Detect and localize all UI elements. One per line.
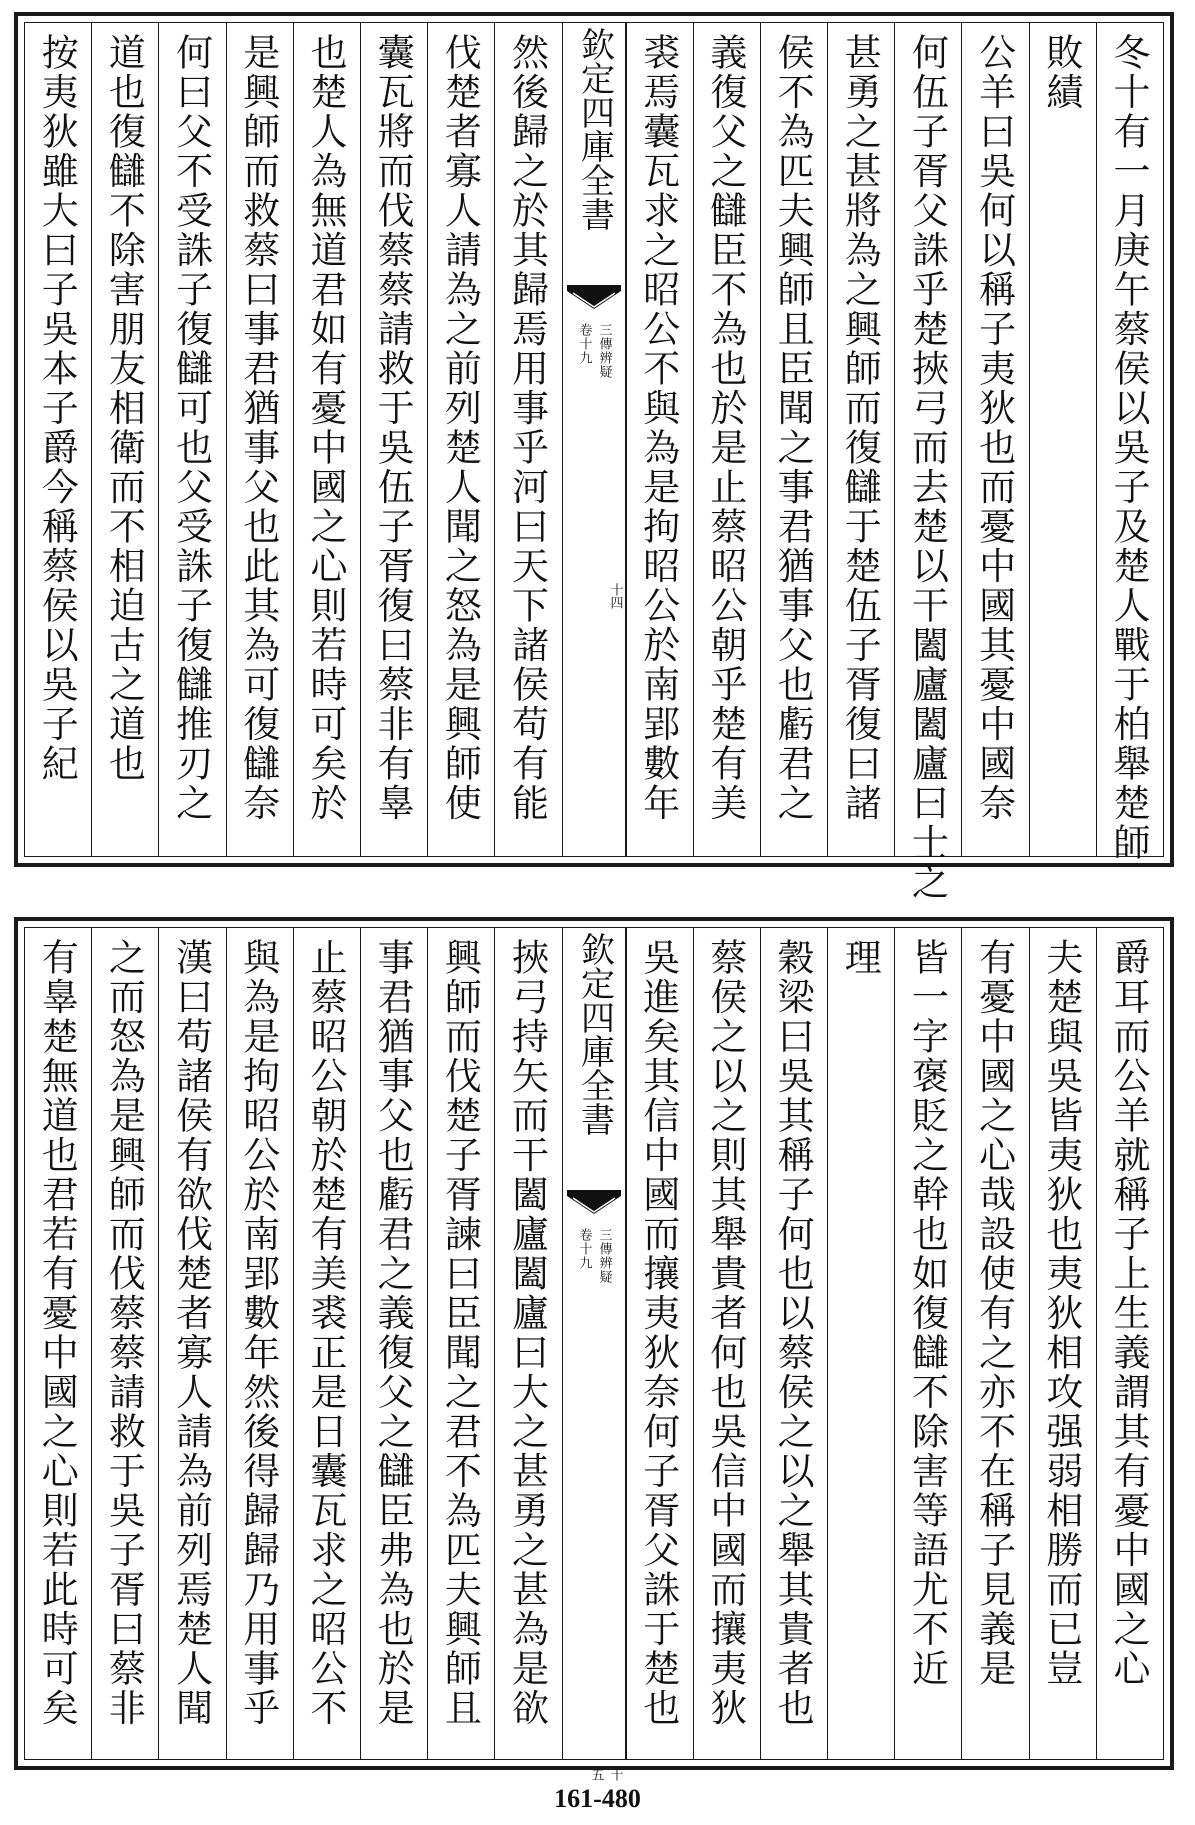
column-text: 伐楚者寡人請為之前列楚人聞之怒為是興師使 [438,33,482,823]
text-column [1029,23,1096,856]
section-title: 三傳辨疑 [596,323,612,379]
top-page [14,12,1174,902]
column-text: 道也復讎不除害朋友相衛而不相迫古之道也 [102,33,146,784]
column-text: 何曰父不受誅子復讎可也父受誅子復讎推刃之 [169,33,213,823]
column-text: 興師而伐楚子胥諫曰臣聞之君不為匹夫興師且 [438,938,482,1728]
column-text: 理 [838,938,882,978]
text-column [226,23,293,856]
text-column [158,23,225,856]
text-column [827,928,894,1759]
text-column [626,928,693,1759]
text-column [1096,928,1163,1759]
text-column [1029,928,1096,1759]
column-text: 裘焉囊瓦求之昭公不與為是拘昭公於南郢數年 [636,33,680,823]
text-column [961,23,1028,856]
text-column [25,23,91,856]
text-column [25,928,91,1759]
text-column [693,23,760,856]
column-text: 也楚人為無道君如有憂中國之心則若時可矣於 [303,33,347,823]
text-column [494,928,561,1759]
text-column [293,928,360,1759]
column-text: 按夷狄雖大曰子吳本子爵今稱蔡侯以吳子紀 [35,33,79,784]
column-text: 漢曰苟諸侯有欲伐楚者寡人請為前列焉楚人聞 [169,938,213,1728]
text-column [360,928,427,1759]
text-column [226,928,293,1759]
column-text: 囊瓦將而伐蔡蔡請救于吳伍子胥復曰蔡非有辠 [371,33,415,823]
book-title: 欽定四庫全書 [574,27,615,231]
text-column [894,928,961,1759]
bottom-page [14,917,1174,1781]
text-column [1096,23,1163,863]
column-text: 公羊曰吳何以稱子夷狄也而憂中國其憂中國奈 [972,33,1016,823]
column-text: 義復父之讎臣不為也於是止蔡昭公朝乎楚有美 [703,33,747,823]
book-title: 欽定四庫全書 [574,932,615,1136]
folio-number: 十五 [588,1768,623,1781]
folio-number: 十四 [607,583,623,609]
text-column [427,23,494,856]
text-column [91,23,158,856]
column-text: 皆一字褒貶之幹也如復讎不除害等語尤不近 [905,938,949,1689]
column-text: 夫楚與吳皆夷狄也夷狄相攻强弱相勝而已豈 [1039,938,1083,1689]
column-text: 與為是拘昭公於南郢數年然後得歸歸乃用事乎 [236,938,280,1728]
text-column [427,928,494,1759]
column-text: 事君猶事父也虧君之義復父之讎臣弗為也於是 [371,938,415,1728]
column-text: 止蔡昭公朝於楚有美裘正是日囊瓦求之昭公不 [303,938,347,1728]
fishtail-ornament [567,285,621,313]
column-text: 穀梁曰吳其稱子何也以蔡侯之以之舉其貴者也 [771,938,815,1728]
text-column [961,928,1028,1759]
text-column [494,23,561,856]
column-text: 爵耳而公羊就稱子上生義謂其有憂中國之心 [1107,938,1150,1689]
section-info [567,1228,621,1284]
section-info [567,323,621,379]
column-text: 蔡侯之以之則其舉貴者何也吳信中國而攘夷狄 [703,938,747,1728]
text-column [158,928,225,1759]
text-column [693,928,760,1759]
volume-label: 卷十九 [576,1228,592,1270]
center-fold-column [562,23,626,856]
text-column [827,23,894,856]
section-title: 三傳辨疑 [596,1228,612,1284]
text-column [760,928,827,1759]
page-number: 161-480 [554,1784,641,1813]
center-fold-column [562,928,626,1781]
text-column [293,23,360,856]
volume-label: 卷十九 [576,323,592,365]
column-text: 是興師而救蔡曰事君猶事父也此其為可復讎奈 [236,33,280,823]
column-text: 甚勇之甚將為之興師而復讎于楚伍子胥復曰諸 [838,33,882,823]
column-text: 然後歸之於其歸焉用事乎河曰天下諸侯苟有能 [505,33,549,823]
column-text: 之而怒為是興師而伐蔡蔡請救于吳子胥曰蔡非 [102,938,146,1728]
column-text: 冬十有一月庚午蔡侯以吳子及楚人戰于柏舉楚師 [1107,33,1150,863]
column-text: 有辠楚無道也君若有憂中國之心則若此時可矣 [35,938,79,1728]
column-text: 吳進矣其信中國而攘夷狄奈何子胥父誅于楚也 [636,938,680,1728]
text-column [760,23,827,856]
fishtail-ornament [567,1190,621,1218]
top-page-frame [24,22,1164,902]
bottom-page-frame [24,927,1164,1781]
text-column [894,23,961,902]
text-column [91,928,158,1759]
column-text: 敗績 [1039,33,1083,112]
column-text: 有憂中國之心哉設使有之亦不在稱子見義是 [972,938,1016,1689]
column-text: 挾弓持矢而干闔廬闔廬曰大之甚勇之甚為是欲 [505,938,549,1728]
text-column [626,23,693,856]
column-text: 侯不為匹夫興師且臣聞之事君猶事父也虧君之 [771,33,815,823]
column-text: 何伍子胥父誅乎楚挾弓而去楚以干闔廬闔廬曰士之 [905,33,949,902]
text-column [360,23,427,856]
